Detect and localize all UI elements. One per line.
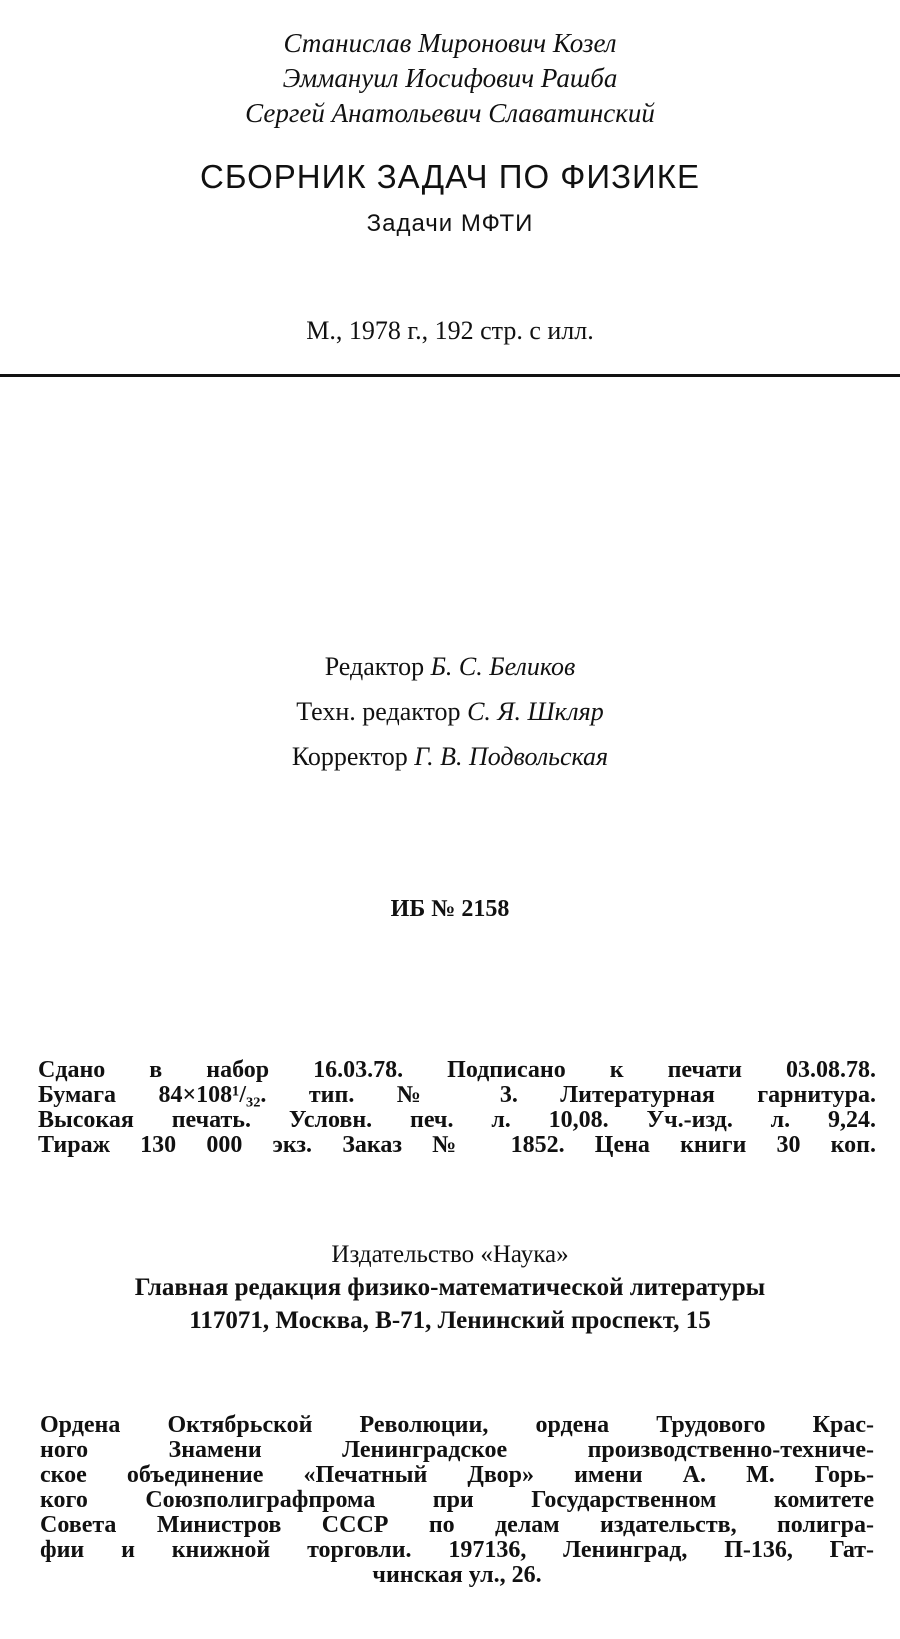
author-name: Эммануил Иосифович Рашба — [282, 63, 618, 93]
printer-line: Ордена Октябрьской Революции, ордена Трудового Крас- — [40, 1412, 874, 1438]
staff-row — [0, 644, 900, 689]
staff-name: Г. В. Подвольская — [414, 742, 609, 771]
publisher-address: 117071, Москва, В-71, Ленинский проспект, 15 — [189, 1307, 711, 1334]
print-data-line: Сдано в набор 16.03.78. Подписано к печати 03.08.78. — [38, 1057, 876, 1083]
publisher-name: Издательство «Наука» — [331, 1241, 569, 1268]
printer-line: фии и книжной торговли. 197136, Ленинград, П-136, Гат- — [40, 1537, 874, 1563]
print-data-line: Тираж 130 000 экз. Заказ № 1852. Цена книги 30 коп. — [38, 1132, 876, 1158]
staff-name: С. Я. Шкляр — [467, 697, 604, 726]
ib-number: ИБ № 2158 — [390, 896, 510, 922]
printer-block — [40, 1413, 874, 1588]
staff-role: Техн. редактор — [296, 697, 461, 726]
printer-line: ское объединение «Печатный Двор» имени А. М. Горь- — [40, 1462, 874, 1488]
printer-line: кого Союзполиграфпрома при Государственном комитете — [40, 1487, 874, 1513]
staff-name: Б. С. Беликов — [430, 652, 576, 681]
author-name: Станислав Миронович Козел — [283, 28, 617, 58]
staff-row — [0, 734, 900, 779]
book-title: СБОРНИК ЗАДАЧ ПО ФИЗИКЕ — [200, 158, 700, 195]
printer-line: Совета Министров СССР по делам издательств, полигра- — [40, 1512, 874, 1538]
print-data-line: Бумага 84×108¹/₃₂. тип. № 3. Литературная гарнитура. — [38, 1082, 876, 1108]
printer-line: чинская ул., 26. — [372, 1562, 542, 1588]
editorial-staff — [0, 644, 900, 779]
authors-block — [0, 26, 900, 131]
printer-line: ного Знамени Ленинградское производственно-техниче- — [40, 1437, 874, 1463]
print-data-block — [38, 1058, 876, 1158]
staff-role: Корректор — [291, 742, 408, 771]
publisher-division: Главная редакция физико-математической литературы — [134, 1274, 766, 1301]
staff-row — [0, 689, 900, 734]
author-name: Сергей Анатольевич Славатинский — [245, 98, 655, 128]
publisher-block — [0, 1238, 900, 1337]
print-data-line: Высокая печать. Условн. печ. л. 10,08. Уч.-изд. л. 9,24. — [38, 1107, 876, 1133]
horizontal-divider — [0, 374, 900, 377]
staff-role: Редактор — [324, 652, 425, 681]
imprint-line: М., 1978 г., 192 стр. с илл. — [306, 316, 594, 345]
book-subtitle: Задачи МФТИ — [366, 210, 534, 237]
